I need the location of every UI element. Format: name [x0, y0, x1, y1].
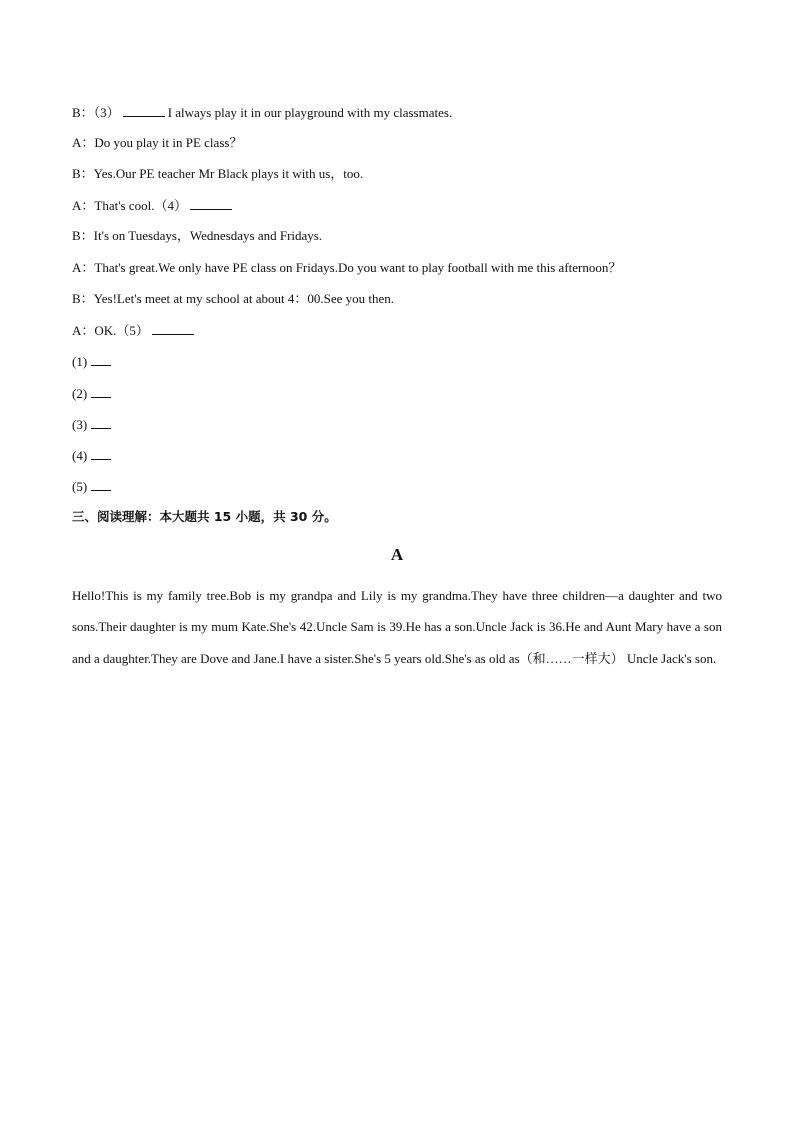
dialogue-line-b-meet — [72, 291, 722, 307]
blank-number: （3） — [93, 105, 120, 120]
answer-blank[interactable] — [91, 353, 111, 366]
dialogue-line-a-football — [72, 260, 722, 276]
speaker-label: B： — [72, 291, 94, 306]
answer-blank[interactable] — [91, 478, 111, 491]
dialogue-text: It's on Tuesdays，Wednesdays and Fridays. — [93, 228, 323, 243]
dialogue-text: Do you play it in PE class？ — [94, 135, 243, 150]
speaker-label: A： — [72, 198, 95, 213]
answer-blank[interactable] — [91, 385, 111, 398]
speaker-label: A： — [72, 260, 95, 275]
answer-number: (3) — [72, 417, 88, 432]
dialogue-text: I always play it in our playground with my classmates. — [167, 105, 453, 120]
dialogue-line-a-5 — [72, 322, 722, 339]
answer-line-2 — [72, 385, 722, 402]
answer-blank — [190, 197, 232, 210]
speaker-label: B： — [72, 166, 94, 181]
answer-blank — [152, 322, 194, 335]
dialogue-line-a-4 — [72, 197, 722, 214]
answer-number: (4) — [72, 448, 88, 463]
answer-blank[interactable] — [91, 416, 111, 429]
answer-number: (2) — [72, 386, 88, 401]
answer-line-5 — [72, 478, 722, 495]
answer-blank[interactable] — [91, 447, 111, 460]
dialogue-text: Yes!Let's meet at my school at about 4：00.See you then. — [93, 291, 395, 306]
answer-line-3 — [72, 416, 722, 433]
dialogue-line-b-days — [72, 228, 722, 244]
dialogue-line-b-3 — [72, 104, 722, 121]
section-heading: 三、阅读理解：本大题共 15 小题，共 30 分。 — [72, 509, 337, 524]
dialogue-line-b-pe-teacher — [72, 166, 722, 182]
answer-number: (1) — [72, 354, 88, 369]
answer-number: (5) — [72, 479, 88, 494]
dialogue-text: That's cool.（4） — [94, 198, 187, 213]
passage-text: Hello!This is my family tree.Bob is my grandpa and Lily is my grandma.They have three children—a daughter and two sons.Their daughter is my mum Kate.She's 42.Uncle Sam is 39.He has a son.Uncle Jack is 36.He and Aunt Mary have a son and a daughter.They are Dove and Jane.I have a sister.She's 5 years old.She's as old as（和……一样大） Uncle Jack's son. — [72, 588, 722, 666]
answer-blank — [123, 104, 165, 117]
dialogue-text: That's great.We only have PE class on Fridays.Do you want to play football with me this afternoon？ — [94, 260, 622, 275]
dialogue-text: OK.（5） — [94, 323, 149, 338]
speaker-label: A： — [72, 323, 95, 338]
speaker-label: B： — [72, 105, 94, 120]
dialogue-line-a-pe-class — [72, 135, 722, 151]
passage-title: A — [390, 545, 404, 564]
speaker-label: A： — [72, 135, 95, 150]
dialogue-text: Yes.Our PE teacher Mr Black plays it with us，too. — [93, 166, 364, 181]
speaker-label: B： — [72, 228, 94, 243]
answer-line-1 — [72, 353, 722, 370]
answer-line-4 — [72, 447, 722, 464]
